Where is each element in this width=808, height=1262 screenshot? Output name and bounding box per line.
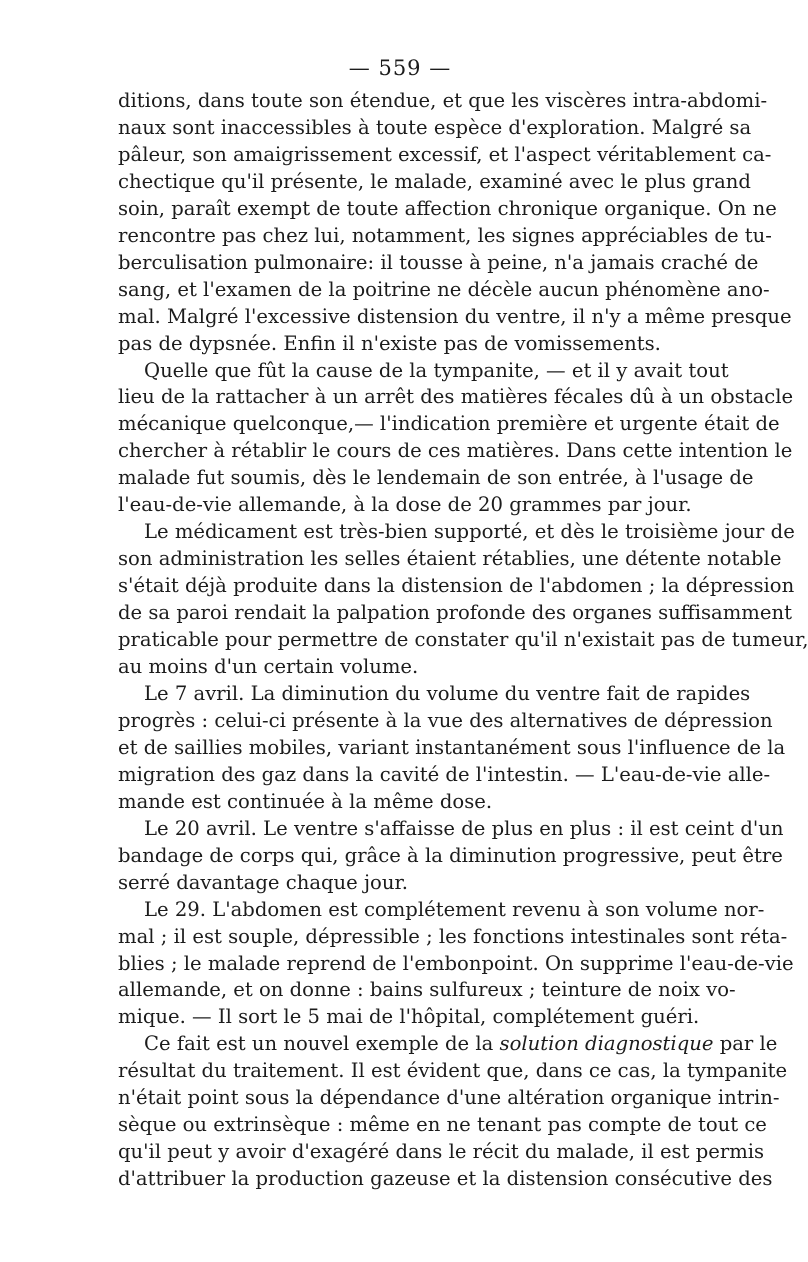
text-line: soin, paraît exempt de toute affection chronique organique. On ne [118, 196, 777, 220]
paragraph-5 [118, 816, 784, 897]
text-line: serré davantage chaque jour. [118, 870, 408, 894]
paragraph-1 [118, 88, 792, 358]
text-line: naux sont inaccessibles à toute espèce d'exploration. Malgré sa [118, 115, 752, 139]
text-line: bandage de corps qui, grâce à la diminution progressive, peut être [118, 843, 783, 867]
paragraph-2 [118, 358, 794, 520]
text-line: mécanique quelconque,— l'indication première et urgente était de [118, 412, 780, 436]
text-line: malade fut soumis, dès le lendemain de son entrée, à l'usage de [118, 466, 754, 490]
text-line: n'était point sous la dépendance d'une altération organique intrin- [118, 1086, 780, 1110]
text-line: sèque ou extrinsèque : même en ne tenant pas compte de tout ce [118, 1113, 767, 1137]
text-line: Le 7 avril. La diminution du volume du ventre fait de rapides [144, 681, 751, 705]
text-line: et de saillies mobiles, variant instantanément sous l'influence de la [118, 735, 786, 759]
text-line: Le 29. L'abdomen est complétement revenu à son volume nor- [144, 897, 765, 921]
text-line: ditions, dans toute son étendue, et que les viscères intra-abdomi- [118, 89, 768, 112]
text-line: de sa paroi rendait la palpation profonde des organes suffisamment [118, 601, 792, 625]
text-line: migration des gaz dans la cavité de l'intestin. — L'eau-de-vie alle- [118, 762, 771, 786]
text-line: praticable pour permettre de constater qu'il n'existait pas de tumeur, [118, 628, 808, 652]
text-line: Le 20 avril. Le ventre s'affaisse de plus en plus : il est ceint d'un [144, 816, 784, 840]
text-line: lieu de la rattacher à un arrêt des matières fécales dû à un obstacle [118, 385, 794, 409]
text-line: pâleur, son amaigrissement excessif, et l'aspect véritablement ca- [118, 142, 772, 166]
text-line: Quelle que fût la cause de la tympanite, — et il y avait tout [144, 358, 729, 382]
text-line: l'eau-de-vie allemande, à la dose de 20 grammes par jour. [118, 493, 692, 517]
text-line: rencontre pas chez lui, notamment, les signes appréciables de tu- [118, 223, 772, 247]
text-line: qu'il peut y avoir d'exagéré dans le récit du malade, il est permis [118, 1140, 765, 1164]
text-line: résultat du traitement. Il est évident que, dans ce cas, la tympanite [118, 1059, 788, 1083]
text-run: par le [713, 1032, 778, 1056]
paragraph-4 [118, 681, 786, 816]
text-line: chectique qu'il présente, le malade, examiné avec le plus grand [118, 169, 751, 193]
text-line [118, 1031, 778, 1058]
text-line: mande est continuée à la même dose. [118, 789, 493, 813]
text-line: sang, et l'examen de la poitrine ne décèle aucun phénomène ano- [118, 277, 770, 301]
text-run: Ce fait est un nouvel exemple de la [144, 1032, 500, 1056]
paragraph-3 [118, 519, 808, 681]
text-line: progrès : celui-ci présente à la vue des alternatives de dépression [118, 708, 773, 732]
paragraph-7 [118, 1031, 788, 1193]
text-line: mique. — Il sort le 5 mai de l'hôpital, complétement guéri. [118, 1005, 700, 1029]
page-number: — 559 — [348, 56, 452, 80]
text-line: berculisation pulmonaire: il tousse à peine, n'a jamais craché de [118, 250, 759, 274]
italic-phrase: solution diagnostique [499, 1032, 714, 1056]
paragraph-6 [118, 897, 794, 1032]
text-line: au moins d'un certain volume. [118, 655, 419, 679]
text-line: pas de dypsnée. Enfin il n'existe pas de vomissements. [118, 331, 661, 355]
text-line: allemande, et on donne : bains sulfureux ; teinture de noix vo- [118, 978, 736, 1002]
body-text [118, 88, 808, 1193]
text-line: blies ; le malade reprend de l'embonpoint. On supprime l'eau-de-vie [118, 951, 794, 975]
text-line: Le médicament est très-bien supporté, et dès le troisième jour de [144, 520, 795, 544]
text-line: son administration les selles étaient rétablies, une détente notable [118, 547, 782, 571]
text-line: s'était déjà produite dans la distension de l'abdomen ; la dépression [118, 574, 795, 598]
text-line: mal. Malgré l'excessive distension du ventre, il n'y a même presque [118, 304, 792, 328]
text-line: d'attribuer la production gazeuse et la distension consécutive des [118, 1167, 773, 1191]
text-line: mal ; il est souple, dépressible ; les fonctions intestinales sont réta- [118, 924, 788, 948]
text-line: chercher à rétablir le cours de ces matières. Dans cette intention le [118, 439, 793, 463]
